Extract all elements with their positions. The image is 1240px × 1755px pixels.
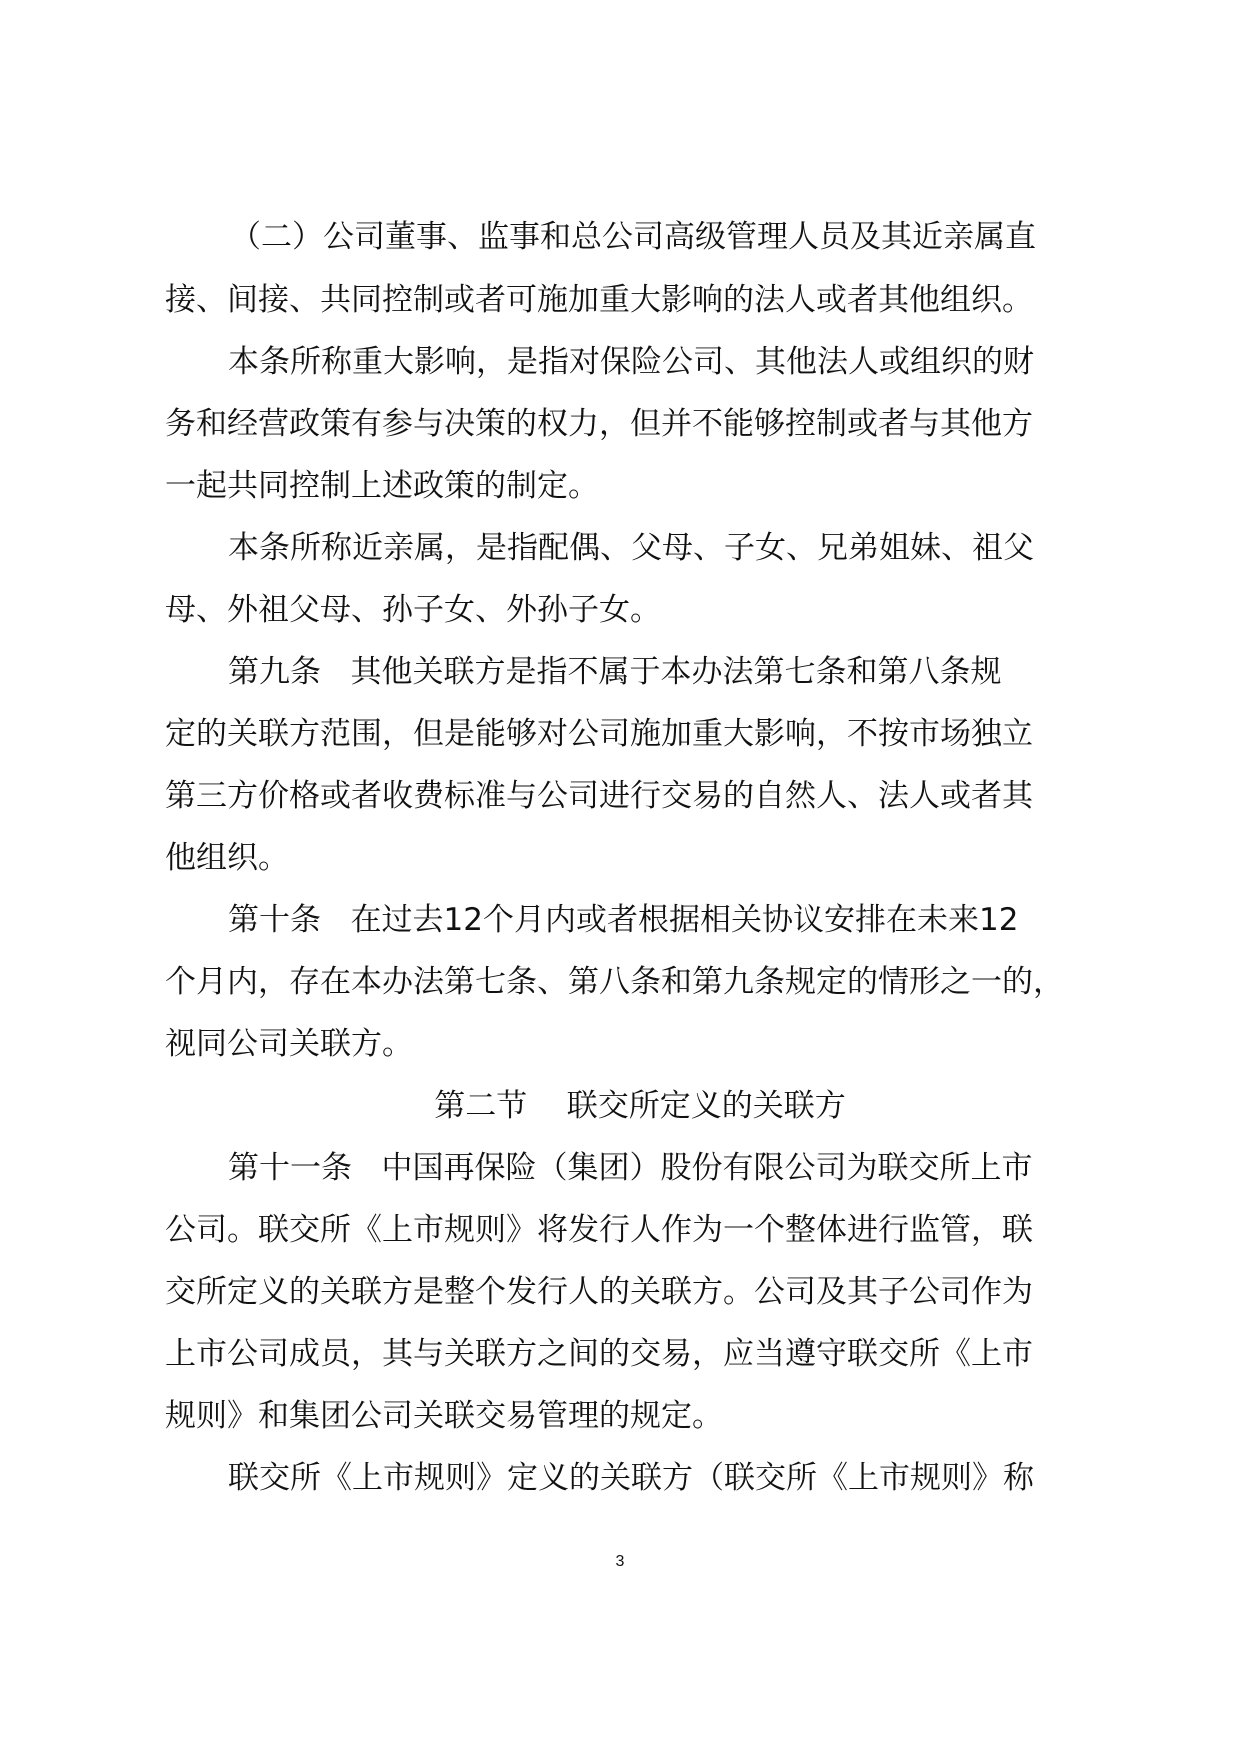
text-line: 第十条 在过去12个月内或者根据相关协议安排在未来12	[228, 902, 1019, 938]
text-line: 联交所《上市规则》定义的关联方（联交所《上市规则》称	[228, 1460, 1034, 1496]
text-line: 上市公司成员，其与关联方之间的交易，应当遵守联交所《上市	[165, 1336, 1033, 1372]
text-line: 视同公司关联方。	[165, 1026, 413, 1062]
text-line: 定的关联方范围，但是能够对公司施加重大影响，不按市场独立	[165, 716, 1033, 752]
text-line: 公司。联交所《上市规则》将发行人作为一个整体进行监管，联	[165, 1212, 1033, 1248]
text-line: （二）公司董事、监事和总公司高级管理人员及其近亲属直	[230, 219, 1036, 255]
section-heading: 第二节 联交所定义的关联方	[434, 1088, 846, 1124]
text-line: 交所定义的关联方是整个发行人的关联方。公司及其子公司作为	[165, 1274, 1033, 1310]
text-line: 母、外祖父母、孙子女、外孙子女。	[165, 592, 661, 628]
text-line: 接、间接、共同控制或者可施加重大影响的法人或者其他组织。	[165, 282, 1033, 318]
text-line: 第九条 其他关联方是指不属于本办法第七条和第八条规	[228, 654, 1002, 690]
text-line: 本条所称近亲属，是指配偶、父母、子女、兄弟姐妹、祖父	[228, 530, 1034, 566]
text-line: 他组织。	[165, 840, 289, 876]
text-line: 第三方价格或者收费标准与公司进行交易的自然人、法人或者其	[165, 778, 1033, 814]
text-line: 规则》和集团公司关联交易管理的规定。	[165, 1398, 723, 1434]
page-number: 3	[615, 1553, 625, 1570]
text-line: 务和经营政策有参与决策的权力，但并不能够控制或者与其他方	[165, 406, 1033, 442]
text-line: 第十一条 中国再保险（集团）股份有限公司为联交所上市	[228, 1150, 1033, 1186]
text-line: 本条所称重大影响，是指对保险公司、其他法人或组织的财	[228, 344, 1034, 380]
text-line: 个月内，存在本办法第七条、第八条和第九条规定的情形之一的，	[165, 964, 1064, 1000]
text-line: 一起共同控制上述政策的制定。	[165, 468, 599, 504]
